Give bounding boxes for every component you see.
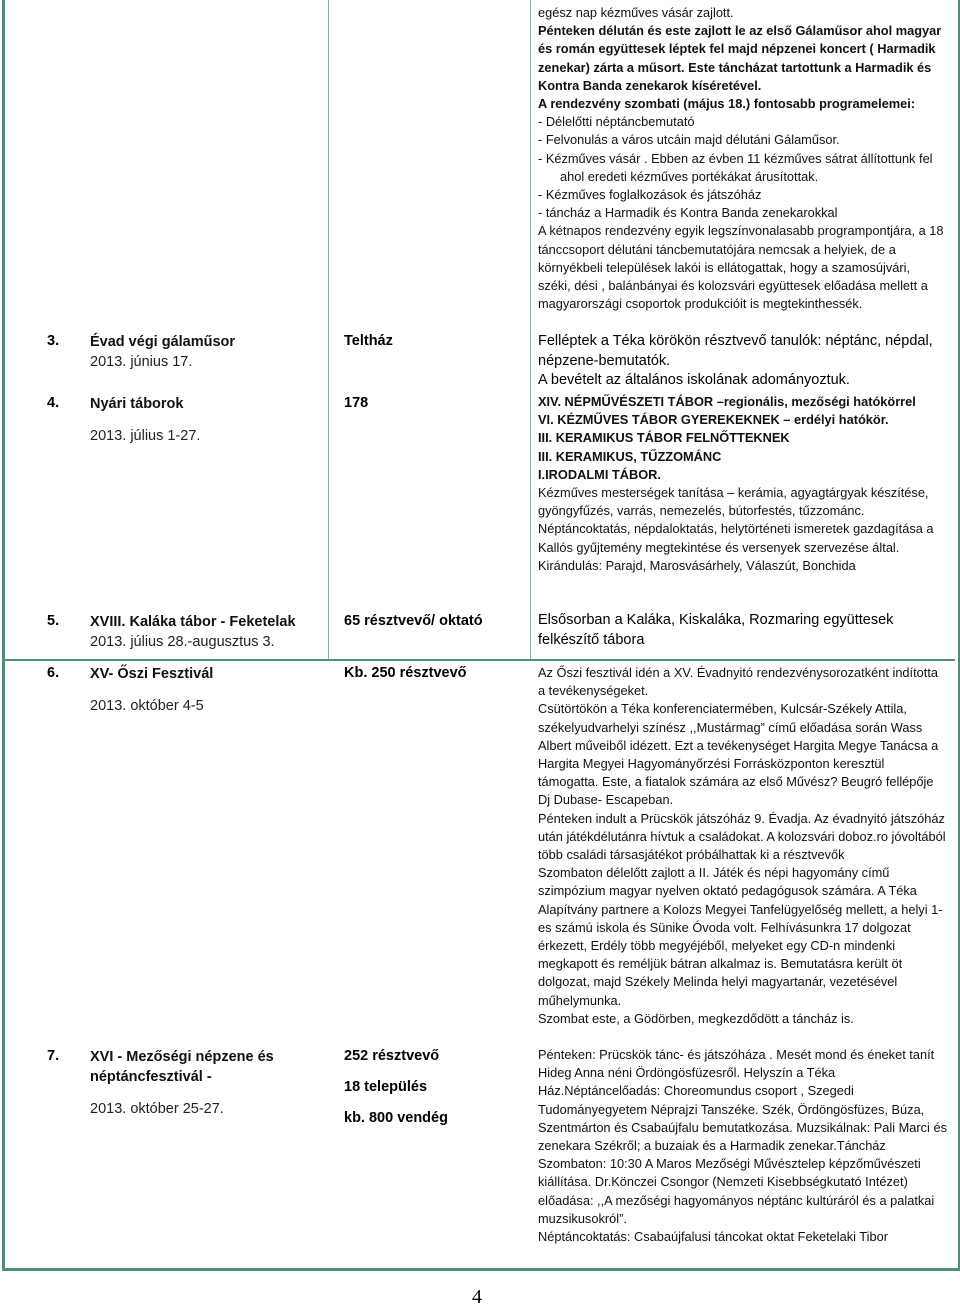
participants: Kb. 250 résztvevő — [344, 665, 467, 681]
desc-paragraph: Kirándulás: Parajd, Marosvásárhely, Válaszút, Bonchida — [538, 557, 856, 573]
event-date: 2013. július 28.-augusztus 3. — [90, 634, 275, 650]
event-description — [538, 611, 948, 650]
page-number: 4 — [472, 1286, 482, 1308]
event-cell — [90, 1047, 300, 1119]
desc-list-item: - Kézműves foglalkozások és játszóház — [538, 187, 762, 203]
desc-list-item: - táncház a Harmadik és Kontra Banda zenekarokkal — [538, 205, 838, 221]
event-description — [538, 664, 948, 1028]
row-number: 7. — [47, 1048, 60, 1064]
desc-paragraph: Kézműves mesterségek tanítása – kerámia, agyagtárgyak készítése, gyöngyfűzés, varrás, nemezelés, bútorfestés, tűzzománc. — [538, 485, 929, 519]
row-number: 5. — [47, 613, 60, 629]
desc-paragraph: Pénteken indult a Prücskök játszóház 9. Évadja. Az évadnyitó játszóház után játékdélutánra hívtuk a családokat. A kolozsvári doboz.ro jóvoltából több családi társasjátékot próbálhattak ki a résztvevők — [538, 810, 946, 863]
event-title: Nyári táborok — [90, 396, 184, 412]
top-description — [538, 4, 946, 313]
participants: Teltház — [344, 333, 393, 349]
desc-line: egész nap kézműves vásár zajlott. — [538, 5, 734, 20]
event-title: XVIII. Kaláka tábor - Feketelak — [90, 614, 296, 630]
desc-paragraph: Csütörtökön a Téka konferenciatermében, Kulcsár-Székely Attila, székelyudvarhelyi színész ,,Mustármag” című előadása során Wass Albert műveiből idézett. Ezt a tevékenységet Hargita Megye Tanácsa a Hargita Megyei Hagyományőrzési Forrásközponton keresztül támogatta. Este, a fiatalok számára az első Művész? Beugró fellépője Dj Dubase- Escapeban. — [538, 701, 939, 808]
camp-name: I.IRODALMI TÁBOR. — [538, 466, 661, 482]
row-number: 4. — [47, 395, 60, 411]
event-title: XV- Őszi Fesztivál — [90, 666, 214, 682]
event-description — [538, 332, 948, 391]
desc-list-item: - Kézműves vásár . Ebben az évben 11 kézműves sátrat állítottunk fel ahol eredeti kézműves portékákat árusítottak. — [538, 150, 933, 184]
column-divider-left — [328, 0, 329, 660]
event-date: 2013. október 4-5 — [90, 698, 204, 714]
participants-block — [344, 1041, 448, 1134]
event-title: Évad végi gálaműsor — [90, 334, 236, 350]
desc-paragraph: Szombat este, a Gödörben, megkezdődött a táncház is. — [538, 1010, 854, 1026]
desc-paragraph: Szombaton délelőtt zajlott a II. Játék és népi hagyomány című szimpózium magyar nyelven oktató pedagógusok számára. A Téka Alapítvány partnere a Kolozs Megyei Tanfelügyelőség mellett, a helyi 1-es számú iskola és Sünike Óvoda volt. Felhívásunkra 17 dolgozat érkezett, Erdély több megyéjéből, melyeket egy CD-n mindenki megkapott és reméljük bátran alkalmaz is. Bemutatásra került öt dolgozat, majd Székely Melinda helyi magyartanár, vezetésével műhelymunka. — [538, 865, 943, 1008]
desc-paragraph: Elsősorban a Kaláka, Kiskaláka, Rozmaring együttesek felkészítő tábora — [538, 612, 894, 648]
event-description — [538, 1046, 948, 1246]
participants: 65 résztvevő/ oktató — [344, 613, 483, 629]
desc-paragraph: Szombaton: 10:30 A Maros Mezőségi Művésztelep képzőművészeti kiállítása. Dr.Könczei Csongor (Nemzeti Kisebbségkutató Intézet) előadása: ,,A mezőségi hagyományos néptánc kultúráról és a palatkai muzsikusokról”. — [538, 1156, 935, 1226]
row-number: 6. — [47, 665, 60, 681]
desc-list-item: - Délelőtti néptáncbemutató — [538, 114, 695, 130]
event-title: XVI - Mezőségi népzene és néptáncfesztivál - — [90, 1049, 274, 1085]
desc-paragraph: Pénteken délután és este zajlott le az első Gálaműsor ahol magyar és román együttesek léptek fel majd népzenei koncert ( Harmadik zenekar) zárta a műsort. Este táncházat tartottunk a Harmadik és Kontra Banda zenekarok kíséretével. — [538, 23, 942, 93]
settlements: 18 település — [344, 1079, 428, 1095]
desc-paragraph: Pénteken: Prücskök tánc- és játszóháza . Mesét mond és éneket tanít Hideg Anna néni Ördöngösfüzesről. Helyszín a Téka Ház.Néptáncelőadás: Choreomundus csoport , Szegedi Tudományegyetem Néprajzi Tanszéke. Szék, Ördöngösfüzes, Búza, Szentmárton és Csabaújfalu bemutatkozása. Muzsikálnak: Pali Marci és zenekara Székről; a buzaiak és a Harmadik zenekar.Táncház — [538, 1047, 947, 1154]
participants: 178 — [344, 395, 369, 411]
desc-paragraph: A bevételt az általános iskolának adományoztuk. — [538, 372, 850, 388]
desc-list-item: - Felvonulás a város utcáin majd délutáni Gálaműsor. — [538, 132, 840, 148]
desc-paragraph: A kétnapos rendezvény egyik legszínvonalasabb programpontjára, a 18 tánccsoport délutáni táncbemutatójára nemcsak a helyiek, de a környékbeli települések lakói is ellátogattak, hogy a szamosújvári, széki, dési , balánbányai és kolozsvári együttesek előadása mellett a magyarországi csoportok produkcióit is megtekinthessék. — [538, 223, 944, 312]
camp-name: VI. KÉZMŰVES TÁBOR GYEREKEKNEK – erdélyi hatókör. — [538, 412, 889, 428]
row-number: 3. — [47, 333, 60, 349]
event-cell — [90, 664, 320, 716]
event-cell — [90, 332, 320, 372]
desc-paragraph: Néptáncoktatás: Csabaújfalusi táncokat oktat Feketelaki Tibor — [538, 1229, 888, 1245]
row-divider — [2, 659, 955, 661]
event-date: 2013. június 17. — [90, 354, 193, 370]
desc-heading: A rendezvény szombati (május 18.) fontosabb programelemei: — [538, 96, 916, 112]
event-description — [538, 393, 948, 575]
desc-paragraph: Az Őszi fesztivál idén a XV. Évadnyitó rendezvénysorozatként indította a tevékenységeket. — [538, 665, 939, 699]
camp-name: XIV. NÉPMŰVÉSZETI TÁBOR –regionális, mezőségi hatókörrel — [538, 394, 916, 409]
column-divider-right — [530, 0, 531, 660]
guests: kb. 800 vendég — [344, 1110, 448, 1126]
event-date: 2013. július 1-27. — [90, 428, 201, 444]
event-cell — [90, 612, 326, 652]
camp-name: III. KERAMIKUS, TŰZZOMÁNC — [538, 448, 722, 464]
participants: 252 résztvevő — [344, 1048, 440, 1064]
camp-name: III. KERAMIKUS TÁBOR FELNŐTTEKNEK — [538, 430, 790, 446]
desc-paragraph: Néptáncoktatás, népdaloktatás, helytörténeti ismeretek gazdagítása a Kallós gyűjtemény megtekintése és versenyek szervezése által. — [538, 521, 934, 555]
event-cell — [90, 394, 320, 446]
event-date: 2013. október 25-27. — [90, 1101, 224, 1117]
desc-paragraph: Felléptek a Téka körökön résztvevő tanulók: néptánc, népdal, népzene-bemutatók. — [538, 333, 933, 369]
